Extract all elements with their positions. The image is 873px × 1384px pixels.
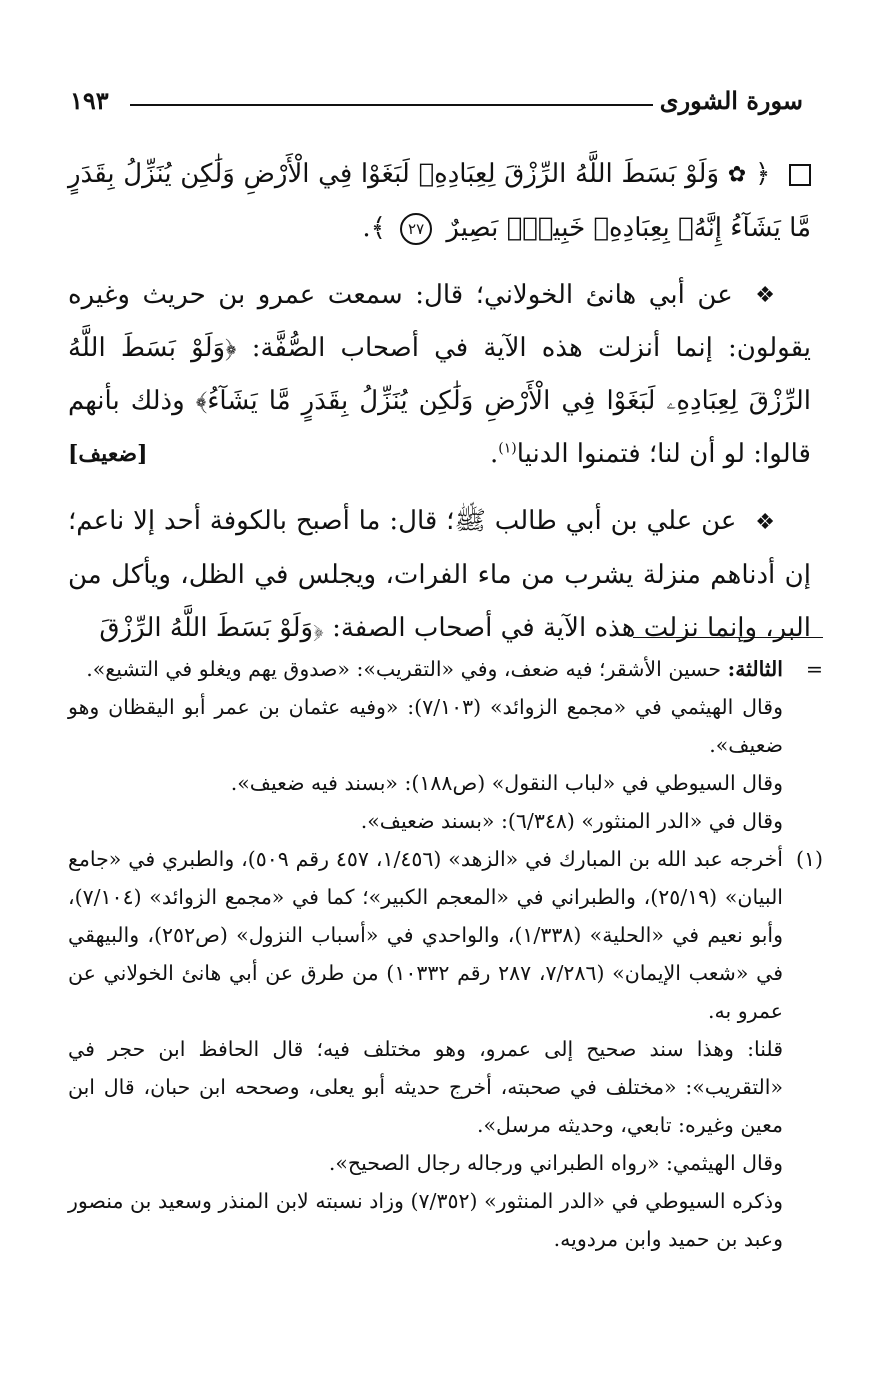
verse-block	[68, 148, 811, 255]
square-outline-icon	[789, 164, 811, 186]
footnote-label: الثالثة:	[727, 657, 783, 681]
four-point-star-icon: ❖	[755, 509, 776, 535]
page-header	[70, 82, 803, 122]
footnote-text: أخرجه عبد الله بن المبارك في «الزهد» (١/٤٥٦، ٤٥٧ رقم ٥٠٩)، والطبري في «جامع البيان» (٢٥/١٩)، والطبراني في «المعجم الكبير»؛ كما في «مجمع الزوائد» (٧/١٠٤)، وأبو نعيم في «الحلية» (١/٣٣٨)، والواحدي في «أسباب النزول» (ص٢٥٢)، والبيهقي في «شعب الإيمان» (٧/٢٨٦، ٢٨٧ رقم ١٠٣٣٢) من طرق عن أبي هانئ الخولاني عن عمرو به.	[68, 847, 784, 1023]
footnote-line: وذكره السيوطي في «الدر المنثور» (٧/٣٥٢) وزاد نسبته لابن المنذر وسعيد بن منصور وعبد بن حميد وابن مردويه.	[68, 1189, 783, 1251]
footnote-line: وقال السيوطي في «لباب النقول» (ص١٨٨): «بسند فيه ضعيف».	[230, 771, 783, 795]
page-number: ١٩٣	[70, 86, 109, 115]
hadith-2-text: عن علي بن أبي طالب ﷺ؛ قال: ما أصبح بالكوفة أحد إلا ناعم؛ إن أدناهم منزلة يشرب من ماء الفرات، ويجلس في الظل، ويأكل من البر، وإنما نزلت هذه الآية في أصحاب الصفة: ﴿وَلَوْ بَسَطَ اللَّهُ الرِّزْقَ	[68, 506, 811, 643]
open-bracket: ﴿	[755, 159, 771, 189]
hadith-1-end: .	[490, 439, 499, 469]
footnote-ref-1: (١)	[498, 440, 517, 457]
header-rule	[130, 104, 653, 106]
hadith-paragraph-2	[68, 495, 811, 655]
quran-verse: وَلَوْ بَسَطَ اللَّهُ الرِّزْقَ لِعِبَادِهِۦ لَبَغَوْا فِي الْأَرْضِ وَلَٰكِن يُنَزِّلُ بِقَدَرٍ مَّا يَشَآءُ إِنَّهُۥ بِعِبَادِهِۦ خَبِيرٌۢ بَصِيرٌ	[68, 159, 811, 243]
rosette-icon: ✿	[727, 162, 747, 188]
footnote-line: قلنا: وهذا سند صحيح إلى عمرو، وهو مختلف فيه؛ قال الحافظ ابن حجر في «التقريب»: «مختلف في صحبته، أخرج حديثه أبو يعلى، وصححه ابن حبان، قال ابن معين وغيره: تابعي، وحديثه مرسل».	[68, 1037, 783, 1137]
footnote-line: وقال الهيثمي في «مجمع الزوائد» (٧/١٠٣): «وفيه عثمان بن عمر أبو اليقظان وهو ضعيف».	[68, 695, 783, 757]
footnote-line: وقال الهيثمي: «رواه الطبراني ورجاله رجال الصحيح».	[328, 1151, 783, 1175]
footnote-1	[68, 840, 823, 1258]
hadith-1-text: عن أبي هانئ الخولاني؛ قال: سمعت عمرو بن حريث وغيره يقولون: إنما أنزلت هذه الآية في أصحاب الصُّفَّة: ﴿وَلَوْ بَسَطَ اللَّهُ الرِّزْقَ لِعِبَادِهِۦ لَبَغَوْا فِي الْأَرْضِ وَلَٰكِن يُنَزِّلُ بِقَدَرٍ مَّا يَشَآءُ﴾ وذلك بأنهم قالوا: لو أن لنا؛ فتمنوا الدنيا	[68, 279, 811, 469]
footnote-number: (١)	[795, 847, 823, 871]
footnote-text: حسين الأشقر؛ فيه ضعف، وفي «التقريب»: «صدوق يهم ويغلو في التشيع».	[86, 657, 722, 681]
surah-title: سورة الشورى	[659, 86, 803, 115]
footnote-continued	[68, 650, 823, 840]
hadith-paragraph-1	[68, 269, 811, 482]
footnotes	[68, 650, 823, 1258]
main-text	[68, 148, 811, 655]
verse-number-badge: ٢٧	[400, 213, 432, 245]
continuation-mark: =	[805, 657, 823, 681]
grade-label: [ضعيف]	[68, 441, 148, 467]
footnote-separator	[633, 637, 823, 638]
verse-close: ﴾.	[362, 212, 386, 243]
four-point-star-icon: ❖	[755, 283, 776, 308]
footnote-line: وقال في «الدر المنثور» (٦/٣٤٨): «بسند ضعيف».	[360, 809, 783, 833]
